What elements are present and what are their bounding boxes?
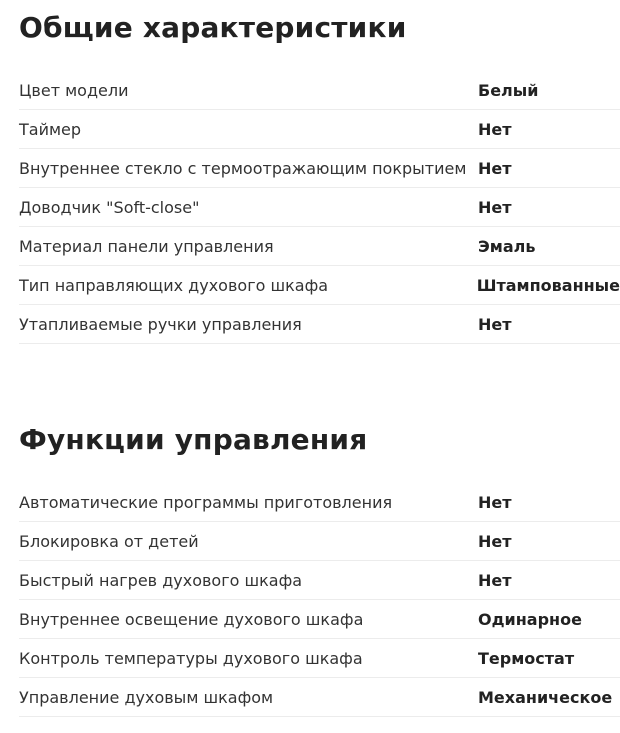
spec-name: Цвет модели	[19, 80, 129, 100]
spec-value: Нет	[478, 570, 512, 590]
section-control-functions	[0, 344, 620, 717]
section-general-characteristics	[0, 0, 620, 344]
spec-row	[19, 305, 620, 344]
spec-row	[19, 71, 620, 110]
spec-row	[19, 522, 620, 561]
spec-name: Контроль температуры духового шкафа	[19, 648, 363, 668]
spec-value: Белый	[478, 80, 539, 100]
spec-name: Тип направляющих духового шкафа	[19, 275, 329, 295]
spec-value: Механическое	[478, 687, 613, 707]
section-title: Функции управления	[19, 423, 368, 456]
spec-row	[19, 188, 620, 227]
spec-value: Нет	[478, 531, 512, 551]
spec-name: Утапливаемые ручки управления	[19, 314, 302, 334]
section-title: Общие характеристики	[19, 11, 407, 44]
spec-name: Автоматические программы приготовления	[19, 492, 393, 512]
spec-value: Термостат	[478, 648, 575, 668]
spec-row	[19, 266, 620, 305]
spec-value: Нет	[478, 119, 512, 139]
spec-value: Нет	[478, 197, 512, 217]
spec-row	[19, 227, 620, 266]
spec-name: Блокировка от детей	[19, 531, 199, 551]
spec-row	[19, 678, 620, 717]
spec-row	[19, 483, 620, 522]
spec-name: Материал панели управления	[19, 236, 274, 256]
spec-row	[19, 561, 620, 600]
spec-value: Эмаль	[478, 236, 536, 256]
spec-name: Таймер	[19, 119, 82, 139]
spec-row	[19, 600, 620, 639]
spec-value: Нет	[478, 314, 512, 334]
spec-list	[19, 483, 620, 717]
spec-list	[19, 71, 620, 344]
spec-value: Одинарное	[478, 609, 582, 629]
spec-value: Нет	[478, 492, 512, 512]
spec-name: Быстрый нагрев духового шкафа	[19, 570, 303, 590]
spec-row	[19, 639, 620, 678]
spec-name: Внутреннее стекло с термоотражающим покрытием	[19, 158, 467, 178]
spec-row	[19, 110, 620, 149]
spec-row	[19, 149, 620, 188]
spec-name: Управление духовым шкафом	[19, 687, 274, 707]
spec-name: Доводчик "Soft-close"	[19, 197, 200, 217]
spec-value: Штампованные	[476, 275, 620, 295]
spec-value: Нет	[478, 158, 512, 178]
spec-name: Внутреннее освещение духового шкафа	[19, 609, 364, 629]
